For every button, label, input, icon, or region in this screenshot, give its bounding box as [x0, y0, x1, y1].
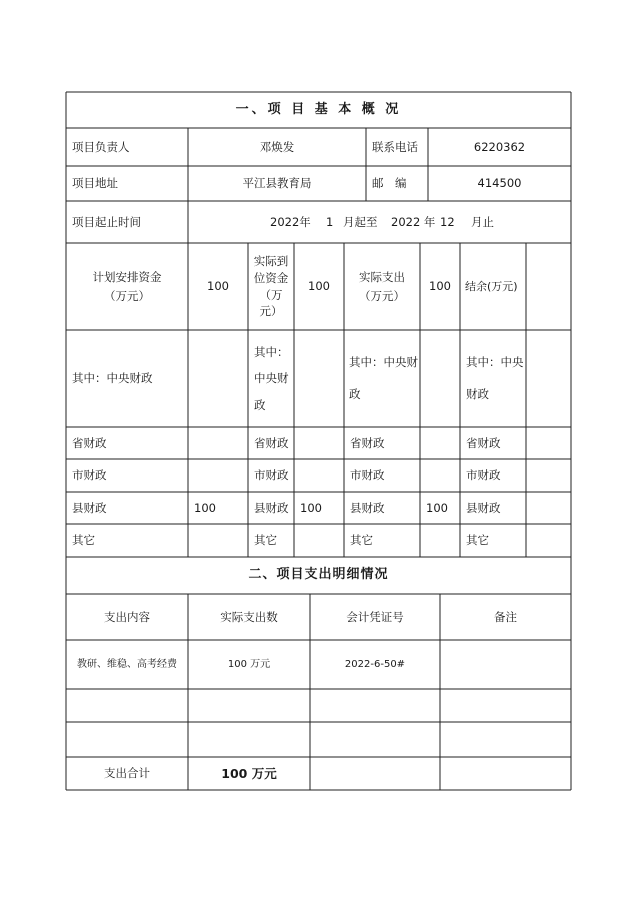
central-label-2: 其中： 中央财 政 — [254, 344, 289, 412]
balance-label: 结余(万元) — [465, 279, 518, 293]
other-label-2: 其它 — [254, 533, 277, 548]
spent-label: 实际支出 （万元） — [359, 270, 405, 303]
spent-value: 100 — [429, 279, 451, 294]
section1-title: 一、项 目 基 本 概 况 — [235, 101, 402, 117]
province-label-2: 省财政 — [254, 435, 289, 450]
county-label-2: 县财政 — [254, 500, 289, 515]
city-label-2: 市财政 — [254, 468, 289, 483]
city-label-1: 市财政 — [72, 468, 107, 483]
county-label-4: 县财政 — [466, 500, 501, 515]
address-value: 平江县教育局 — [242, 176, 312, 191]
detail-row-content: 教研、维稳、高考经费 — [77, 658, 177, 670]
header-voucher: 会计凭证号 — [346, 609, 404, 624]
county-value-1: 100 — [194, 500, 216, 515]
address-label: 项目地址 — [72, 176, 118, 191]
phone-value: 6220362 — [473, 139, 526, 154]
zip-label: 邮 编 — [372, 176, 407, 191]
central-label-1: 其中：中央财政 — [72, 371, 153, 386]
leader-value: 邓焕发 — [259, 139, 295, 154]
other-label-1: 其它 — [72, 533, 95, 548]
period-label: 项目起止时间 — [72, 214, 141, 229]
actual-funds-value: 100 — [308, 279, 330, 294]
start-month: 1 — [326, 214, 334, 229]
planned-funds-label: 计划安排资金 （万元） — [92, 270, 162, 303]
end-month: 12 — [440, 214, 455, 229]
province-label-1: 省财政 — [72, 435, 107, 450]
province-label-4: 省财政 — [466, 435, 501, 450]
other-label-3: 其它 — [350, 533, 373, 548]
city-label-4: 市财政 — [466, 468, 501, 483]
actual-funds-label: 实际到 位资金 （万 元） — [253, 254, 289, 319]
province-label-3: 省财政 — [350, 435, 385, 450]
zip-value: 414500 — [477, 176, 522, 191]
city-label-3: 市财政 — [350, 468, 385, 483]
section2-title: 二、项目支出明细情况 — [248, 567, 389, 583]
total-value: 100 万元 — [221, 765, 277, 781]
county-value-3: 100 — [426, 500, 448, 515]
end-year: 2022 年 — [391, 214, 436, 229]
planned-funds-value: 100 — [207, 279, 229, 294]
total-label: 支出合计 — [104, 766, 150, 781]
start-suffix: 月起至 — [343, 214, 378, 229]
detail-row-amount: 100 万元 — [227, 658, 271, 670]
other-label-4: 其它 — [466, 533, 489, 548]
central-label-3: 其中：中央财 政 — [349, 355, 418, 401]
header-content: 支出内容 — [104, 609, 150, 624]
county-label-1: 县财政 — [72, 500, 107, 515]
header-amount: 实际支出数 — [220, 609, 278, 624]
county-value-2: 100 — [300, 500, 322, 515]
end-suffix: 月止 — [471, 214, 494, 229]
header-note: 备注 — [494, 609, 517, 624]
leader-label: 项目负责人 — [72, 139, 130, 154]
detail-row-note — [440, 640, 571, 689]
central-label-4: 其中：中央 财政 — [466, 355, 524, 401]
start-year: 2022年 — [270, 214, 311, 229]
county-label-3: 县财政 — [350, 500, 385, 515]
phone-label: 联系电话 — [372, 139, 418, 154]
period-value — [188, 201, 571, 243]
detail-row-voucher: 2022-6-50# — [344, 658, 406, 670]
